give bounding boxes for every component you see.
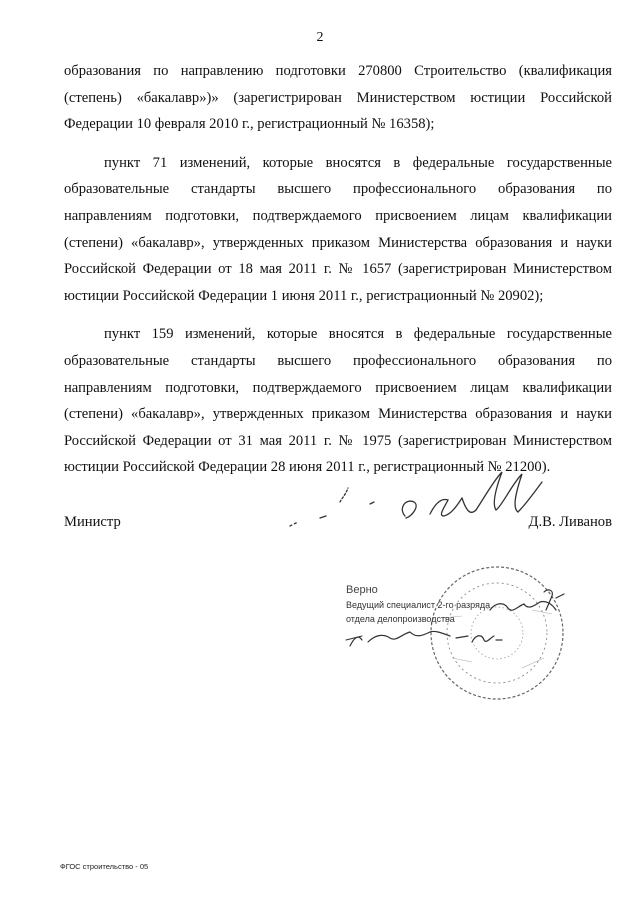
signatory-name: Д.В. Ливанов <box>528 514 612 530</box>
paragraph-item-159: пункт 159 изменений, которые вносятся в федеральные государственные образовательные стандарты высшего профессионального образования по направлениям подготовки, подтверждаемого присвоением лицам квалификации (степени) «бакалавр», утвержденных приказом Министерства образования и науки Российской Федерации от 31 мая 2011 г. № 1975 (зарегистрирован Министерством юстиции Российской Федерации 28 июня 2011 г., регистрационный № 21200). <box>64 326 612 476</box>
paragraph-item-71: пункт 71 изменений, которые вносятся в федеральные государственные образовательные стандарты высшего профессионального образования по направлениям подготовки, подтверждаемого присвоением лицам квалификации (степени) «бакалавр», утвержденных приказом Министерства образования и науки Российской Федерации от 18 мая 2011 г. № 1657 (зарегистрирован Министерством юстиции Российской Федерации 1 июня 2011 г., регистрационный № 20902); <box>64 154 612 304</box>
signature-row <box>64 514 612 540</box>
document-body <box>64 58 612 493</box>
page-number: 2 <box>316 30 324 45</box>
certifier-position-line2: отдела делопроизводства <box>346 614 455 624</box>
signatory-title: Министр <box>64 514 121 530</box>
certification-block <box>340 580 570 700</box>
document-code: ФГОС строительство - 05 <box>60 862 149 871</box>
paragraph-continuation: образования по направлению подготовки 270800 Строительство (квалификация (степень) «бакалавр»)» (зарегистрирован Министерством юстиции Российской Федерации 10 февраля 2010 г., регистрационный № 16358); <box>64 63 612 133</box>
handwritten-certification-icon <box>340 580 570 670</box>
certified-copy-label: Верно <box>346 584 378 596</box>
certifier-position-line1: Ведущий специалист 2-го разряда <box>346 600 491 610</box>
